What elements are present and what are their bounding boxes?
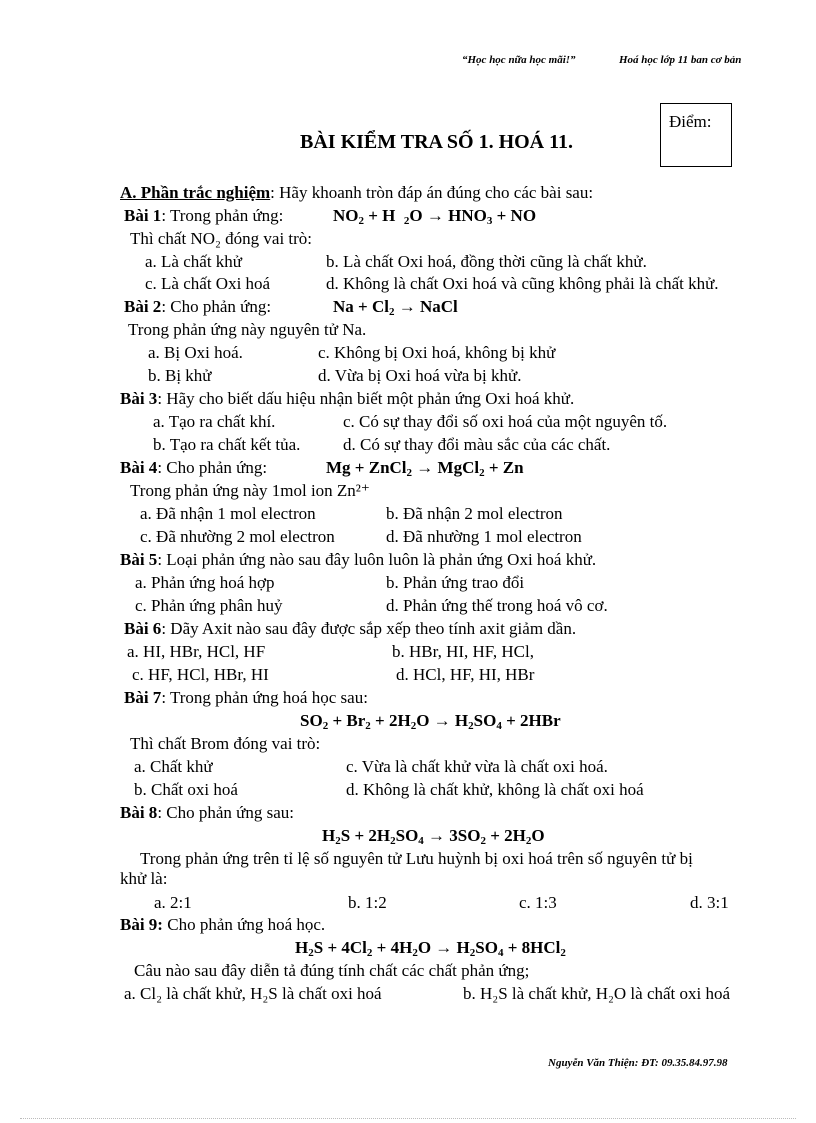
- section-a-label: A. Phần trắc nghiệm: [120, 183, 271, 202]
- header-course: Hoá học lớp 11 ban cơ bản: [619, 54, 742, 66]
- q8-option-a[interactable]: a. 2:1: [154, 893, 192, 912]
- q7-prompt: : Trong phản ứng hoá học sau:: [161, 688, 368, 707]
- q4-option-c[interactable]: c. Đã nhường 2 mol electron: [140, 527, 335, 546]
- q8-stem-line2: khử là:: [120, 869, 168, 888]
- q9-equation: $H_2S + 4Cl_2 + 4H_2O \to H_2SO_4 + 8HCl_2$: [295, 938, 566, 959]
- q7-stem: Thì chất Brom đóng vai trò:: [130, 734, 321, 753]
- q5-prompt: : Loại phản ứng nào sau đây luôn luôn là phản ứng Oxi hoá khử.: [157, 550, 597, 569]
- q1-stem: Thì chất NO₂ đóng vai trò:: [130, 229, 313, 248]
- q1-title: [124, 206, 283, 226]
- q4-stem: Trong phản ứng này 1mol ion Zn²⁺: [130, 481, 370, 500]
- q5-option-b[interactable]: b. Phản ứng trao đổi: [386, 573, 525, 592]
- q4-option-d[interactable]: d. Đã nhường 1 mol electron: [386, 527, 582, 546]
- q2-equation: $Na + Cl_2$ → NaCl: [333, 297, 458, 318]
- q4-option-b[interactable]: b. Đã nhận 2 mol electron: [386, 504, 563, 523]
- q6-option-c[interactable]: c. HF, HCl, HBr, HI: [132, 665, 269, 684]
- q2-label: Bài 2: [124, 297, 162, 316]
- q5-label: Bài 5: [120, 550, 158, 569]
- q5-option-a[interactable]: a. Phản ứng hoá hợp: [135, 573, 275, 592]
- q2-prompt: : Cho phản ứng:: [161, 297, 272, 316]
- section-a: [120, 183, 593, 203]
- page-title: BÀI KIỂM TRA SỐ 1. HOÁ 11.: [300, 131, 574, 153]
- q8-title: [120, 803, 294, 823]
- q1-label: Bài 1: [124, 206, 162, 225]
- q3-option-d[interactable]: d. Có sự thay đổi màu sắc của các chất.: [343, 435, 611, 454]
- q5-title: [120, 550, 596, 570]
- q1-option-d[interactable]: d. Không là chất Oxi hoá và cũng không phải là chất khử.: [326, 274, 719, 293]
- q4-title: [120, 458, 267, 478]
- q6-title: [124, 619, 576, 639]
- q6-option-a[interactable]: a. HI, HBr, HCl, HF: [127, 642, 266, 661]
- q7-option-b[interactable]: b. Chất oxi hoá: [134, 780, 238, 799]
- q2-option-c[interactable]: c. Không bị Oxi hoá, không bị khử: [318, 343, 556, 362]
- q2-stem: Trong phản ứng này nguyên tử Na.: [128, 320, 367, 339]
- q8-stem-line1: Trong phản ứng trên tỉ lệ số nguyên tử Lưu huỳnh bị oxi hoá trên số nguyên tử bị: [140, 849, 693, 868]
- q1-option-b[interactable]: b. Là chất Oxi hoá, đồng thời cũng là chất khử.: [326, 252, 647, 271]
- footer-author: Nguyễn Văn Thiện: ĐT: 09.35.84.97.98: [548, 1057, 728, 1069]
- q7-option-a[interactable]: a. Chất khử: [134, 757, 213, 776]
- score-label: Điểm:: [669, 112, 712, 131]
- q4-option-a[interactable]: a. Đã nhận 1 mol electron: [140, 504, 316, 523]
- section-a-instruction: : Hãy khoanh tròn đáp án đúng cho các bài sau:: [270, 183, 594, 202]
- q8-label: Bài 8: [120, 803, 158, 822]
- q8-prompt: : Cho phản ứng sau:: [157, 803, 295, 822]
- q4-label: Bài 4: [120, 458, 158, 477]
- q5-option-d[interactable]: d. Phản ứng thế trong hoá vô cơ.: [386, 596, 608, 615]
- page-bottom-divider: [20, 1118, 796, 1119]
- header-motto: “Học học nữa học mãi!”: [462, 54, 576, 66]
- q8-option-d[interactable]: d. 3:1: [690, 893, 729, 912]
- q6-option-d[interactable]: d. HCl, HF, HI, HBr: [396, 665, 535, 684]
- q3-option-a[interactable]: a. Tạo ra chất khí.: [153, 412, 276, 431]
- q9-prompt: Cho phản ứng hoá học.: [162, 915, 326, 934]
- q2-option-a[interactable]: a. Bị Oxi hoá.: [148, 343, 243, 362]
- q7-title: [124, 688, 368, 708]
- q6-option-b[interactable]: b. HBr, HI, HF, HCl,: [392, 642, 534, 661]
- q5-option-c[interactable]: c. Phản ứng phân huỷ: [135, 596, 283, 615]
- q6-label: Bài 6: [124, 619, 162, 638]
- q1-prompt: : Trong phản ứng:: [161, 206, 284, 225]
- q7-option-c[interactable]: c. Vừa là chất khử vừa là chất oxi hoá.: [346, 757, 608, 776]
- score-box: [660, 103, 732, 167]
- q3-label: Bài 3: [120, 389, 158, 408]
- q9-stem: Câu nào sau đây diễn tả đúng tính chất các chất phản ứng;: [134, 961, 530, 980]
- q9-option-b[interactable]: b. H₂S là chất khử, H₂O là chất oxi hoá: [463, 984, 731, 1003]
- q8-option-c[interactable]: c. 1:3: [519, 893, 557, 912]
- q7-label: Bài 7: [124, 688, 162, 707]
- q7-option-d[interactable]: d. Không là chất khử, không là chất oxi hoá: [346, 780, 644, 799]
- q1-option-c[interactable]: c. Là chất Oxi hoá: [145, 274, 271, 293]
- q6-prompt: : Dãy Axit nào sau đây được sắp xếp theo tính axit giảm dần.: [161, 619, 577, 638]
- q4-equation: Mg + ZnCl$_2$ → MgCl$_2$ + Zn: [326, 458, 524, 479]
- q2-option-b[interactable]: b. Bị khử: [148, 366, 212, 385]
- q2-option-d[interactable]: d. Vừa bị Oxi hoá vừa bị khử.: [318, 366, 522, 385]
- q8-equation: $H_2S + 2H_2SO_4 \to 3SO_2 + 2H_2O$: [322, 826, 545, 847]
- q7-equation: $SO_2 + Br_2 + 2H_2O \to H_2SO_4 + 2HBr$: [300, 711, 561, 732]
- q4-prompt: : Cho phản ứng:: [157, 458, 268, 477]
- q9-title: [120, 915, 325, 935]
- q8-option-b[interactable]: b. 1:2: [348, 893, 387, 912]
- q3-title: [120, 389, 574, 409]
- q1-equation: $NO_2 + H$ $_2O \to HNO_3$ + NO: [333, 206, 537, 227]
- q2-title: [124, 297, 271, 317]
- q3-prompt: : Hãy cho biết dấu hiệu nhận biết một phản ứng Oxi hoá khử.: [157, 389, 575, 408]
- q3-option-c[interactable]: c. Có sự thay đổi số oxi hoá của một nguyên tố.: [343, 412, 668, 431]
- q3-option-b[interactable]: b. Tạo ra chất kết tủa.: [153, 435, 301, 454]
- q9-label: Bài 9:: [120, 915, 163, 934]
- q1-option-a[interactable]: a. Là chất khử: [145, 252, 243, 271]
- q9-option-a[interactable]: a. Cl₂ là chất khử, H₂S là chất oxi hoá: [124, 984, 382, 1003]
